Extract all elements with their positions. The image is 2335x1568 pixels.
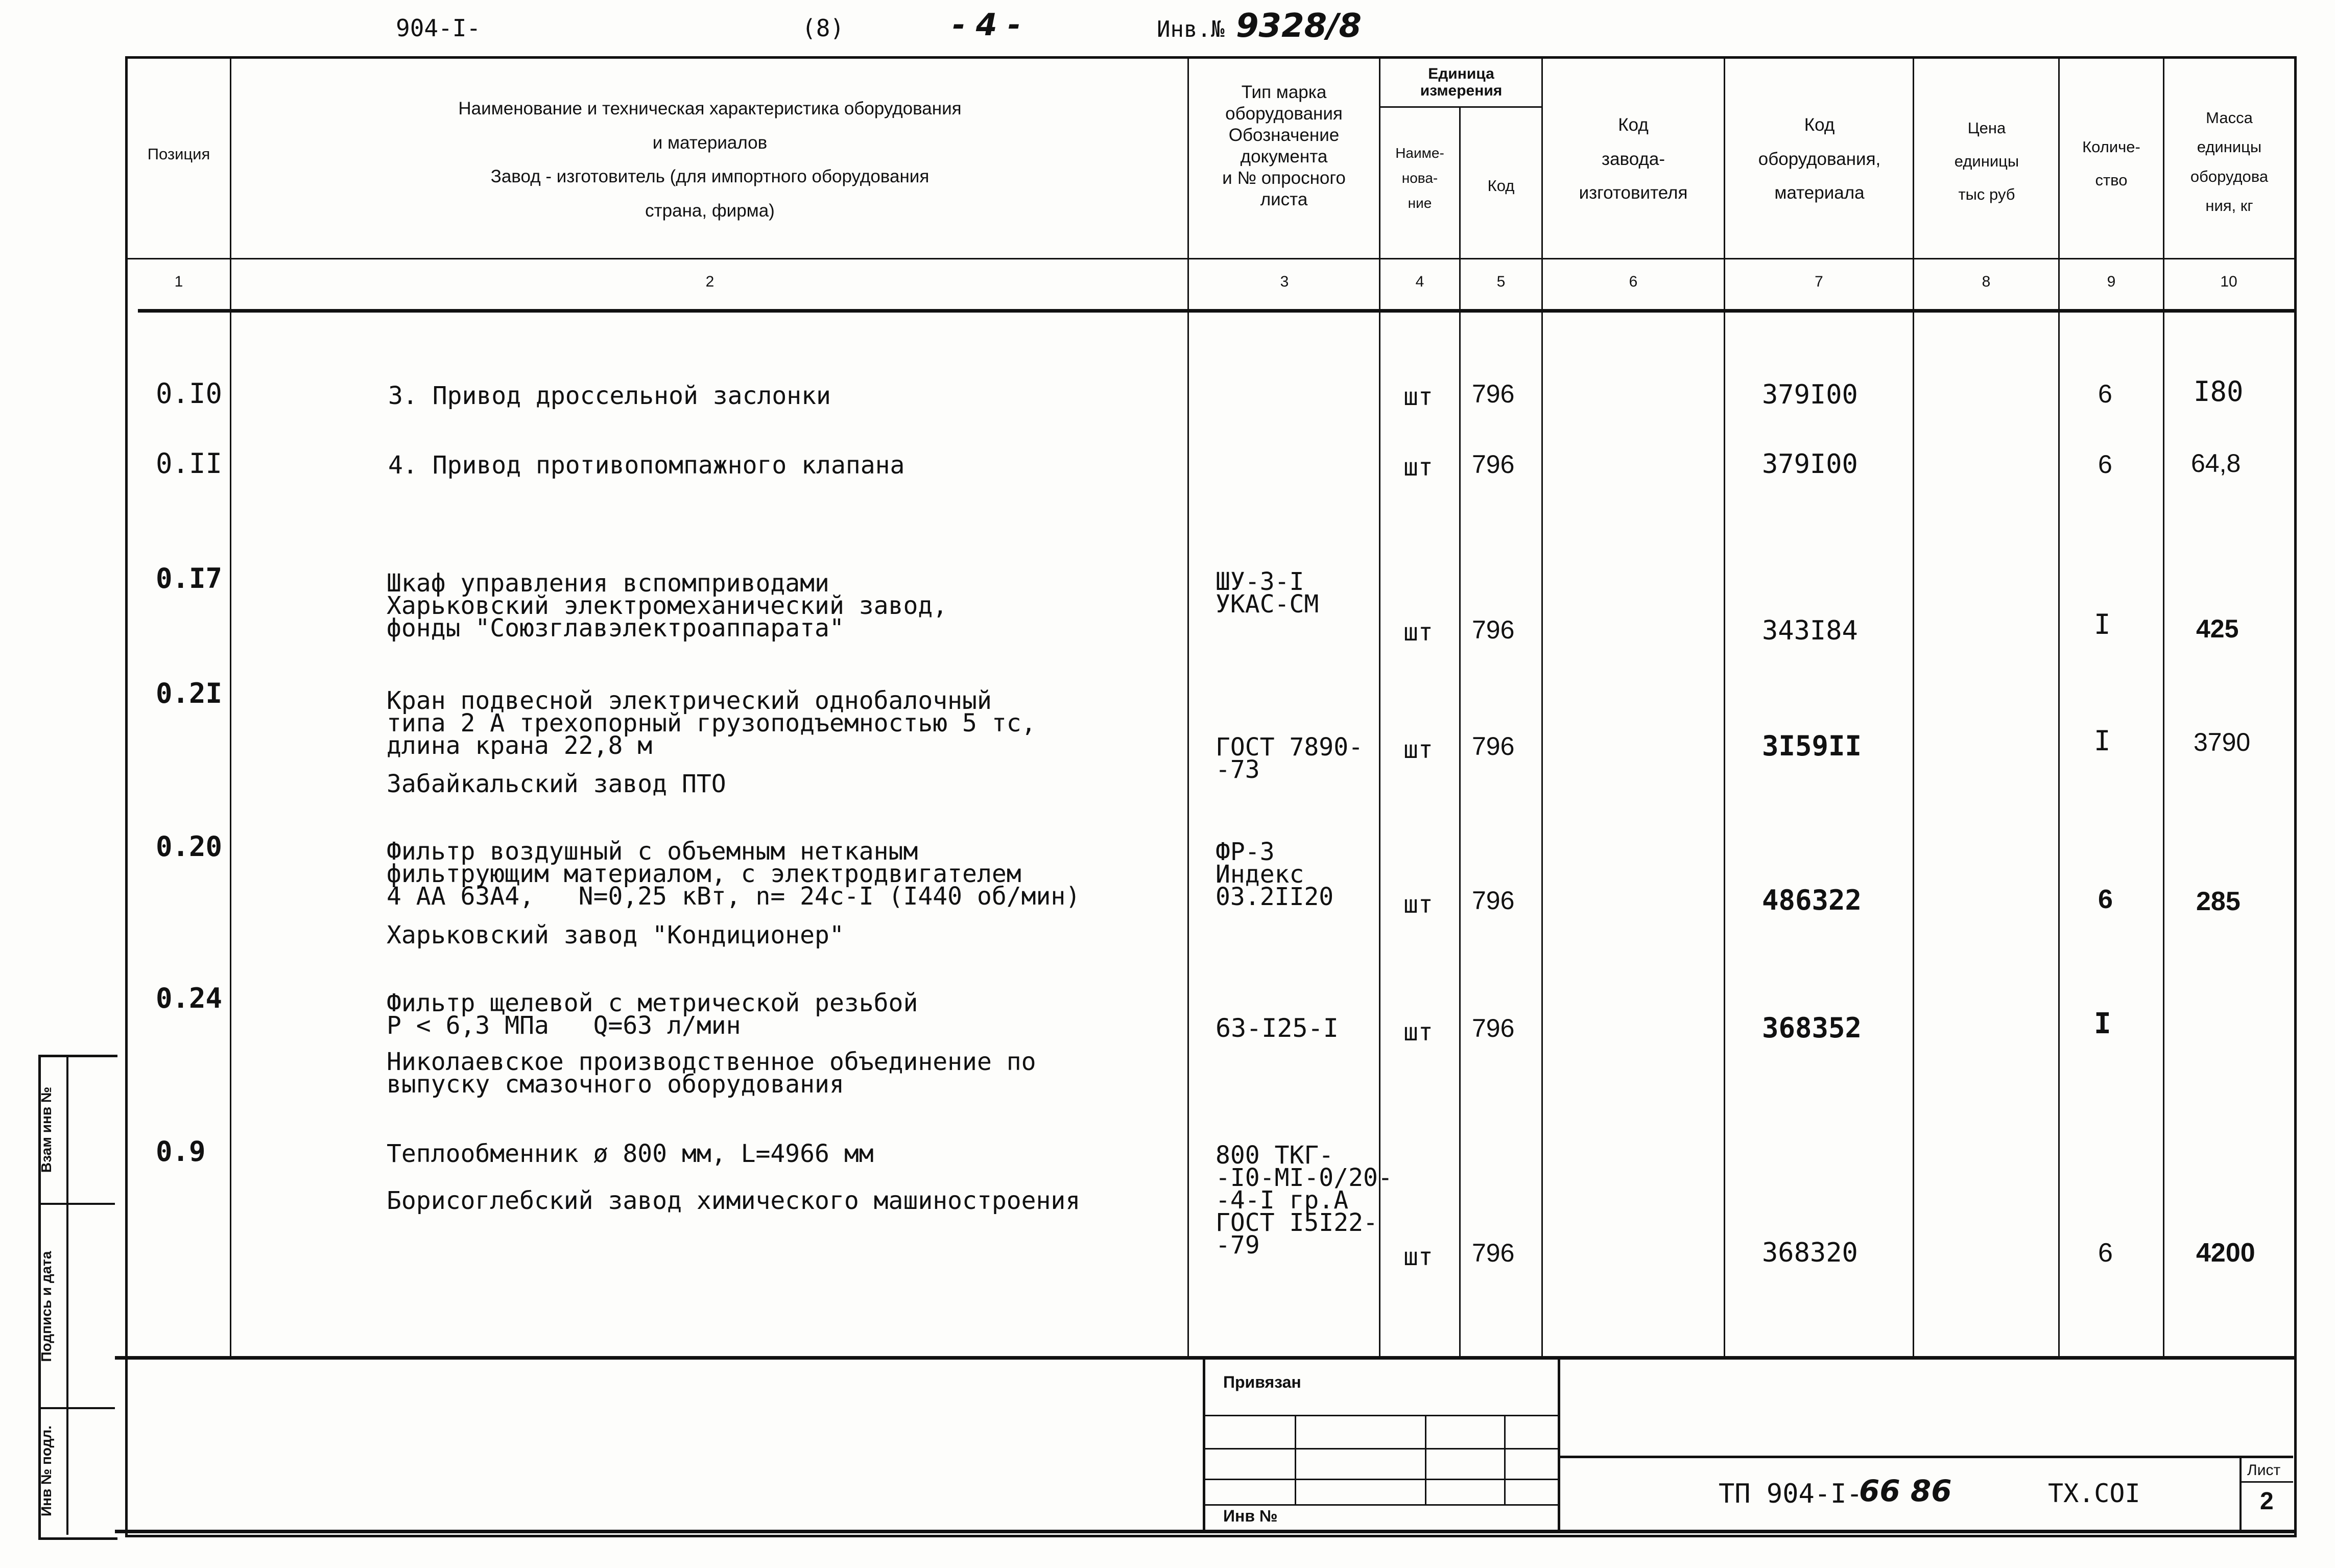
stamp-line <box>1558 1358 1560 1531</box>
col-number: 2 <box>705 273 714 290</box>
row-unit: шт <box>1403 1243 1433 1271</box>
document-number-prefix: ТП 904-I- <box>1719 1479 1863 1509</box>
inventory-number: 9328/8 <box>1236 7 1362 45</box>
col-line <box>1459 106 1461 1356</box>
row-type-line: -73 <box>1216 755 1260 784</box>
col-line <box>1541 59 1543 1356</box>
row-type-line: ФР-3 <box>1216 838 1275 866</box>
header-bottom-rule <box>138 309 2294 313</box>
stamp-line <box>2239 1481 2293 1483</box>
row-unit: шт <box>1403 618 1433 647</box>
margin-line <box>38 1203 115 1205</box>
row-name-line: 3. Привод дроссельной заслонки <box>388 382 831 410</box>
header-name: Наименование и техническая характеристика оборудования и материалов Завод - изготовитель (для импортного оборудования страна, фирма) <box>458 99 962 221</box>
row-position: 0.24 <box>156 982 223 1014</box>
row-unit-code: 796 <box>1472 886 1515 915</box>
margin-sign-date: Подпись и дата <box>38 1251 54 1362</box>
margin-line <box>66 1055 68 1535</box>
stamp-inv-label: Инв № <box>1223 1507 1278 1525</box>
row-equipment-code: 379I00 <box>1762 449 1858 480</box>
row-quantity: 6 <box>2098 885 2113 914</box>
col-number: 10 <box>2220 273 2237 290</box>
col-number: 9 <box>2107 273 2116 290</box>
row-position: 0.I7 <box>156 562 223 595</box>
row-unit: шт <box>1403 890 1433 919</box>
sheet-parenthetical: (8) <box>802 14 845 42</box>
header-type: Тип марка оборудования Обозначение документа и № опросного листа <box>1222 82 1346 209</box>
stamp-line <box>1295 1415 1296 1504</box>
row-manufacturer: выпуску смазочного оборудования <box>387 1070 844 1099</box>
col-line <box>1913 59 1914 1356</box>
row-name-line: Теплообменник ø 800 мм, L=4966 мм <box>387 1139 874 1168</box>
row-quantity: I <box>2094 725 2111 757</box>
header-unit-code: Код <box>1487 177 1515 195</box>
row-type-line: ГОСТ I5I22- <box>1216 1208 1378 1237</box>
row-equipment-code: 368352 <box>1762 1012 1862 1044</box>
row-type-line: -79 <box>1216 1231 1260 1260</box>
row-position: 0.2I <box>156 677 223 709</box>
row-name-line: длина крана 22,8 м <box>387 731 653 760</box>
stamp-line <box>1504 1415 1506 1504</box>
row-unit-code: 796 <box>1472 732 1515 761</box>
row-type-line: ГОСТ 7890- <box>1216 733 1363 762</box>
header-unit-group: Единица измерения <box>1420 65 1503 99</box>
row-mass: 3790 <box>2194 728 2251 756</box>
stamp-line <box>1204 1504 1558 1506</box>
col-line <box>1187 59 1189 1356</box>
page-number: - 4 - <box>952 7 1021 43</box>
col-number: 4 <box>1415 273 1424 290</box>
header-divider <box>125 258 2294 259</box>
row-unit: шт <box>1403 383 1433 411</box>
header-mass: Масса единицы оборудова ния, кг <box>2190 109 2269 215</box>
row-unit-code: 796 <box>1472 1239 1515 1267</box>
stamp-line <box>1425 1415 1426 1504</box>
row-mass: 425 <box>2196 614 2239 643</box>
col-line <box>230 59 231 1356</box>
col-number: 7 <box>1815 273 1823 290</box>
row-quantity: I <box>2094 608 2111 640</box>
sheet-label: Лист <box>2247 1462 2281 1479</box>
row-type-line: 800 ТКГ- <box>1216 1141 1334 1170</box>
col-line <box>1379 59 1380 1356</box>
stamp-line <box>2239 1456 2242 1531</box>
document-number-handwritten: 66 86 <box>1859 1474 1952 1508</box>
row-mass: 285 <box>2196 887 2241 916</box>
row-type-line: Индекс <box>1216 860 1304 889</box>
col-line <box>2058 59 2060 1356</box>
header-factory-code: Код завода- изготовителя <box>1579 115 1688 203</box>
col-number: 3 <box>1280 273 1289 290</box>
row-position: 0.II <box>156 447 223 480</box>
document-code: ТХ.COI <box>2048 1479 2140 1508</box>
unit-group-divider <box>1379 106 1542 108</box>
row-name-line: фонды "Союзглавэлектроаппарата" <box>387 614 844 643</box>
row-equipment-code: 368320 <box>1762 1238 1858 1268</box>
row-name-line: Фильтр воздушный с объемным нетканым <box>387 837 918 866</box>
row-name-line: Фильтр щелевой с метрической резьбой <box>387 989 918 1017</box>
margin-orig-inv: Инв № подл. <box>38 1426 54 1517</box>
header-unit-name: Наиме- нова- ние <box>1395 145 1444 211</box>
col-number: 1 <box>174 273 183 290</box>
row-name-line: P < 6,3 МПа Q=63 л/мин <box>387 1011 741 1040</box>
row-name-line: фильтрующим материалом, с электродвигателем <box>387 860 1021 888</box>
row-name-line: 4. Привод противопомпажного клапана <box>388 451 905 480</box>
header-equipment-code: Код оборудования, материала <box>1758 115 1881 203</box>
row-quantity: 6 <box>2098 1238 2113 1268</box>
col-number: 8 <box>1982 273 1991 290</box>
col-number: 5 <box>1496 273 1506 290</box>
row-mass: I80 <box>2194 375 2244 408</box>
row-manufacturer: Забайкальский завод ПТО <box>387 770 726 798</box>
row-manufacturer: Харьковский завод "Кондиционер" <box>387 921 844 949</box>
row-equipment-code: 3I59II <box>1762 730 1862 762</box>
row-name-line: Харьковский электромеханический завод, <box>387 591 948 620</box>
row-unit-code: 796 <box>1472 379 1515 408</box>
row-equipment-code: 343I84 <box>1762 615 1858 646</box>
stamp-bound-label: Привязан <box>1223 1373 1301 1391</box>
header-price: Цена единицы тыс руб <box>1954 119 2019 204</box>
row-type-line: ШУ-3-I <box>1216 567 1304 596</box>
sheet-number: 2 <box>2260 1488 2274 1515</box>
row-name-line: Шкаф управления вспомприводами <box>387 569 829 598</box>
row-name-line: Кран подвесной электрический однобалочный <box>387 686 992 715</box>
row-mass: 64,8 <box>2191 449 2241 478</box>
inventory-label: Инв.№ <box>1157 16 1225 42</box>
row-unit: шт <box>1403 453 1433 482</box>
row-equipment-code: 379I00 <box>1762 379 1858 410</box>
row-unit-code: 796 <box>1472 1014 1515 1042</box>
stamp-line <box>1558 1456 2293 1458</box>
row-manufacturer: Николаевское производственное объединение по <box>387 1048 1036 1076</box>
row-type-line: УКАС-СМ <box>1216 590 1319 619</box>
row-type-line: 03.2II20 <box>1216 883 1334 911</box>
row-quantity: 6 <box>2098 379 2112 408</box>
header-position: Позиция <box>147 145 210 163</box>
col-number: 6 <box>1629 273 1638 290</box>
row-quantity: I <box>2094 1007 2111 1040</box>
row-name-line: 4 АА 63А4, N=0,25 кВт, n= 24c-I (I440 об/мин) <box>387 882 1081 911</box>
row-equipment-code: 486322 <box>1762 884 1862 916</box>
header-quantity: Количе- ство <box>2082 138 2140 189</box>
row-quantity: 6 <box>2098 450 2112 479</box>
row-position: 0.20 <box>156 830 223 863</box>
col-line <box>2163 59 2164 1356</box>
row-unit: шт <box>1403 735 1433 764</box>
row-unit-code: 796 <box>1472 615 1515 644</box>
row-mass: 4200 <box>2196 1238 2255 1268</box>
row-type-line: 63-I25-I <box>1216 1013 1339 1043</box>
row-unit: шт <box>1403 1018 1433 1047</box>
row-type-line: -I0-МI-0/20- <box>1216 1163 1393 1192</box>
row-type-line: -4-I гр.А <box>1216 1186 1349 1215</box>
row-position: 0.I0 <box>156 377 223 410</box>
row-name-line: типа 2 А трехопорный грузоподъемностью 5 тс, <box>387 709 1036 738</box>
series-number: 904-I- <box>396 14 481 42</box>
margin-replace-inv: Взам инв № <box>38 1086 54 1173</box>
row-unit-code: 796 <box>1472 450 1515 479</box>
row-manufacturer: Борисоглебский завод химического машиностроения <box>387 1186 1081 1215</box>
col-line <box>1724 59 1725 1356</box>
row-position: 0.9 <box>156 1135 206 1168</box>
